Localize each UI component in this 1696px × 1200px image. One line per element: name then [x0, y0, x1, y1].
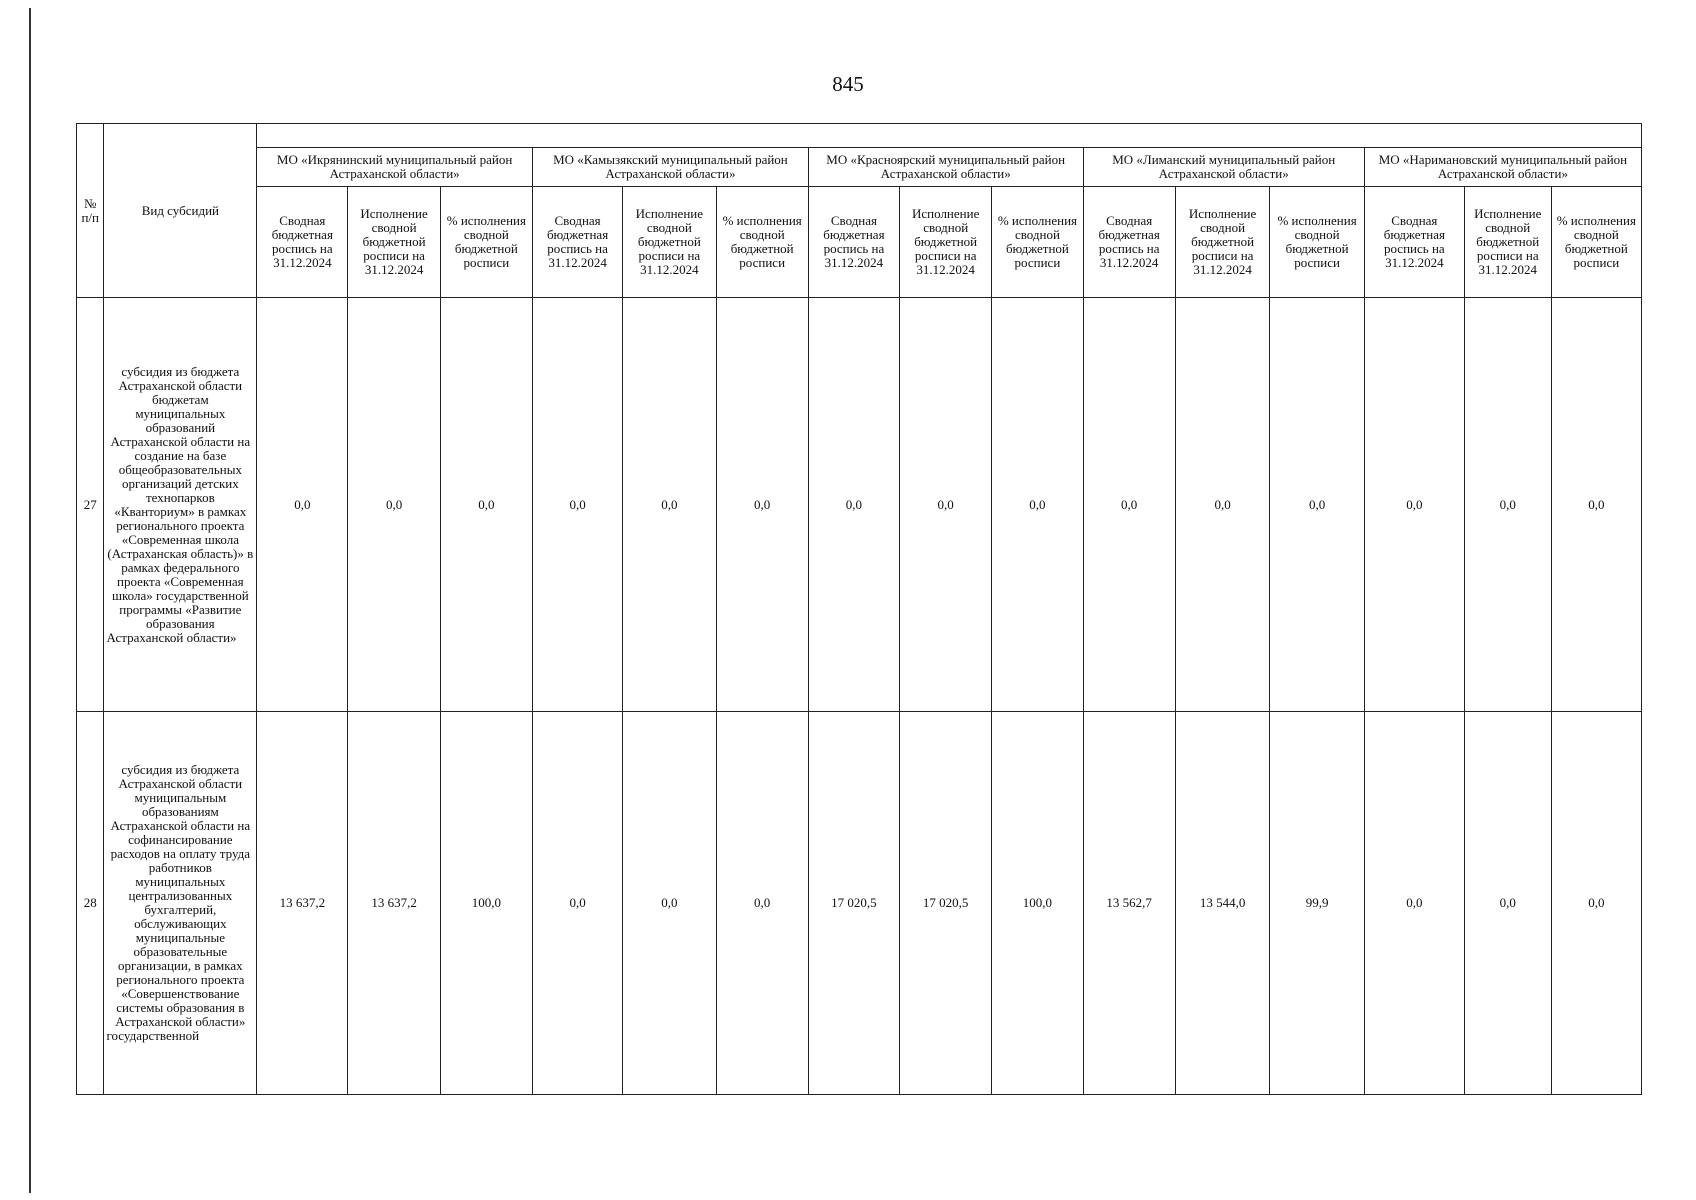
- value-cell: 0,0: [257, 298, 348, 712]
- page-number: 845: [832, 72, 864, 96]
- value-cell: 0,0: [900, 298, 992, 712]
- subheader-budget-plan: Сводная бюджетная роспись на 31.12.2024: [533, 187, 623, 298]
- subheader-budget-plan: Сводная бюджетная роспись на 31.12.2024: [808, 187, 899, 298]
- value-cell: 0,0: [716, 712, 808, 1095]
- subheader-execution-percent: % исполнения сводной бюджетной росписи: [1270, 187, 1365, 298]
- value-cell: 0,0: [623, 298, 716, 712]
- group-header-limansky: МО «Лиманский муниципальный район Астраханской области»: [1083, 148, 1364, 187]
- value-cell: 17 020,5: [808, 712, 899, 1095]
- group-header-kamyzyaksky: МО «Камызякский муниципальный район Астраханской области»: [533, 148, 809, 187]
- header-top-row: [77, 124, 1642, 148]
- group-header-ikryaninsky: МО «Икрянинский муниципальный район Астраханской области»: [257, 148, 533, 187]
- value-cell: 0,0: [1364, 298, 1464, 712]
- header-subcolumn-row: [77, 187, 1642, 298]
- subheader-budget-plan: Сводная бюджетная роспись на 31.12.2024: [1083, 187, 1175, 298]
- subheader-execution-percent: % исполнения сводной бюджетной росписи: [1551, 187, 1641, 298]
- col-header-number: № п/п: [77, 124, 104, 298]
- subsidy-description: субсидия из бюджета Астраханской области бюджетам муниципальных образований Астраханской области на создание на базе общеобразовательных организаций детских технопарков «Кванториум» в рамках регионального проекта «Современная школа (Астраханская область)» в рамках федерального проекта «Современная школа» государственной программы «Развитие образования Астраханской области»: [104, 298, 257, 712]
- table-row: [77, 712, 1642, 1095]
- value-cell: 0,0: [1551, 712, 1641, 1095]
- value-cell: 0,0: [808, 298, 899, 712]
- value-cell: 100,0: [440, 712, 532, 1095]
- binding-edge-line: [29, 8, 31, 1193]
- subheader-budget-execution: Исполнение сводной бюджетной росписи на 31.12.2024: [348, 187, 440, 298]
- value-cell: 0,0: [1364, 712, 1464, 1095]
- subsidy-execution-table: [76, 123, 1642, 1095]
- subheader-budget-execution: Исполнение сводной бюджетной росписи на 31.12.2024: [1175, 187, 1270, 298]
- subsidy-description: субсидия из бюджета Астраханской области муниципальным образованиям Астраханской области на софинансирование расходов на оплату труда работников муниципальных централизованных бухгалтерий, обслуживающих муниципальные образовательные организации, в рамках регионального проекта «Совершенствование системы образования в Астраханской области» государственной: [104, 712, 257, 1095]
- subheader-budget-plan: Сводная бюджетная роспись на 31.12.2024: [1364, 187, 1464, 298]
- value-cell: 0,0: [348, 298, 440, 712]
- value-cell: 13 544,0: [1175, 712, 1270, 1095]
- value-cell: 0,0: [623, 712, 716, 1095]
- subheader-budget-execution: Исполнение сводной бюджетной росписи на 31.12.2024: [1464, 187, 1551, 298]
- header-blank-cell: [257, 124, 1642, 148]
- subheader-execution-percent: % исполнения сводной бюджетной росписи: [992, 187, 1083, 298]
- value-cell: 0,0: [533, 298, 623, 712]
- value-cell: 13 637,2: [348, 712, 440, 1095]
- group-header-krasnoyarsky: МО «Красноярский муниципальный район Астраханской области»: [808, 148, 1083, 187]
- value-cell: 99,9: [1270, 712, 1365, 1095]
- subheader-budget-plan: Сводная бюджетная роспись на 31.12.2024: [257, 187, 348, 298]
- value-cell: 17 020,5: [900, 712, 992, 1095]
- value-cell: 0,0: [1464, 712, 1551, 1095]
- row-number: 28: [77, 712, 104, 1095]
- value-cell: 0,0: [440, 298, 532, 712]
- value-cell: 0,0: [1175, 298, 1270, 712]
- value-cell: 13 637,2: [257, 712, 348, 1095]
- subheader-budget-execution: Исполнение сводной бюджетной росписи на 31.12.2024: [623, 187, 716, 298]
- value-cell: 0,0: [716, 298, 808, 712]
- subheader-execution-percent: % исполнения сводной бюджетной росписи: [716, 187, 808, 298]
- group-header-narimanovsky: МО «Наримановский муниципальный район Астраханской области»: [1364, 148, 1641, 187]
- value-cell: 0,0: [1083, 298, 1175, 712]
- value-cell: 0,0: [533, 712, 623, 1095]
- col-header-subsidy-type: Вид субсидий: [104, 124, 257, 298]
- subheader-execution-percent: % исполнения сводной бюджетной росписи: [440, 187, 532, 298]
- row-number: 27: [77, 298, 104, 712]
- subheader-budget-execution: Исполнение сводной бюджетной росписи на 31.12.2024: [900, 187, 992, 298]
- header-group-row: [77, 148, 1642, 187]
- table-row: [77, 298, 1642, 712]
- table-body: [77, 298, 1642, 1095]
- value-cell: 0,0: [1464, 298, 1551, 712]
- value-cell: 100,0: [992, 712, 1083, 1095]
- value-cell: 0,0: [992, 298, 1083, 712]
- value-cell: 13 562,7: [1083, 712, 1175, 1095]
- table-header: [77, 124, 1642, 298]
- value-cell: 0,0: [1270, 298, 1365, 712]
- value-cell: 0,0: [1551, 298, 1641, 712]
